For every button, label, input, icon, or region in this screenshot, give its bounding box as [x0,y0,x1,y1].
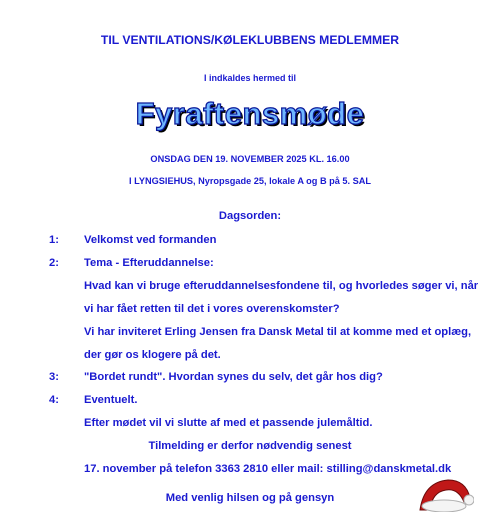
theme-description-line: vi har fået retten til det i vores overenskomster? [84,303,340,315]
agenda-heading: Dagsorden: [218,210,282,222]
theme-description-line: der gør os klogere på det. [84,349,221,361]
theme-description-line: Hvad kan vi bruge efteruddannelsesfondene til, og hvorledes søger vi, når [84,280,479,292]
event-date: ONSDAG DEN 19. NOVEMBER 2025 KL. 16.00 [150,154,350,164]
theme-description-line: Vi har inviteret Erling Jensen fra Dansk Metal til at komme med et oplæg, [84,326,472,338]
agenda-item-text: Eventuelt. [84,394,138,406]
registration-note: Tilmelding er derfor nødvendig senest [148,440,352,452]
agenda-item-number: 2: [49,257,59,269]
agenda-item-number: 4: [49,394,59,406]
closing-greeting: Med venlig hilsen og på gensyn [165,492,335,504]
title-wrapper [0,96,500,132]
agenda-item-text: Tema - Efteruddannelse: [84,257,214,269]
recipients-heading: TIL VENTILATIONS/KØLEKLUBBENS MEDLEMMER [100,33,400,47]
meal-note: Efter mødet vil vi slutte af med et passende julemåltid. [84,417,373,429]
agenda-item-text: Velkomst ved formanden [84,234,217,246]
meeting-title: Fyraftensmøde [135,96,365,131]
agenda-item-text: "Bordet rundt". Hvordan synes du selv, det går hos dig? [84,371,383,383]
event-location: I LYNGSIEHUS, Nyropsgade 25, lokale A og B på 5. SAL [129,176,371,186]
agenda-item-number: 1: [49,234,59,246]
santa-hat-icon [414,472,474,512]
contact-line: 17. november på telefon 3363 2810 eller mail: stilling@danskmetal.dk [84,463,452,475]
agenda-item-number: 3: [49,371,59,383]
invitation-line: I indkaldes hermed til [203,73,297,83]
